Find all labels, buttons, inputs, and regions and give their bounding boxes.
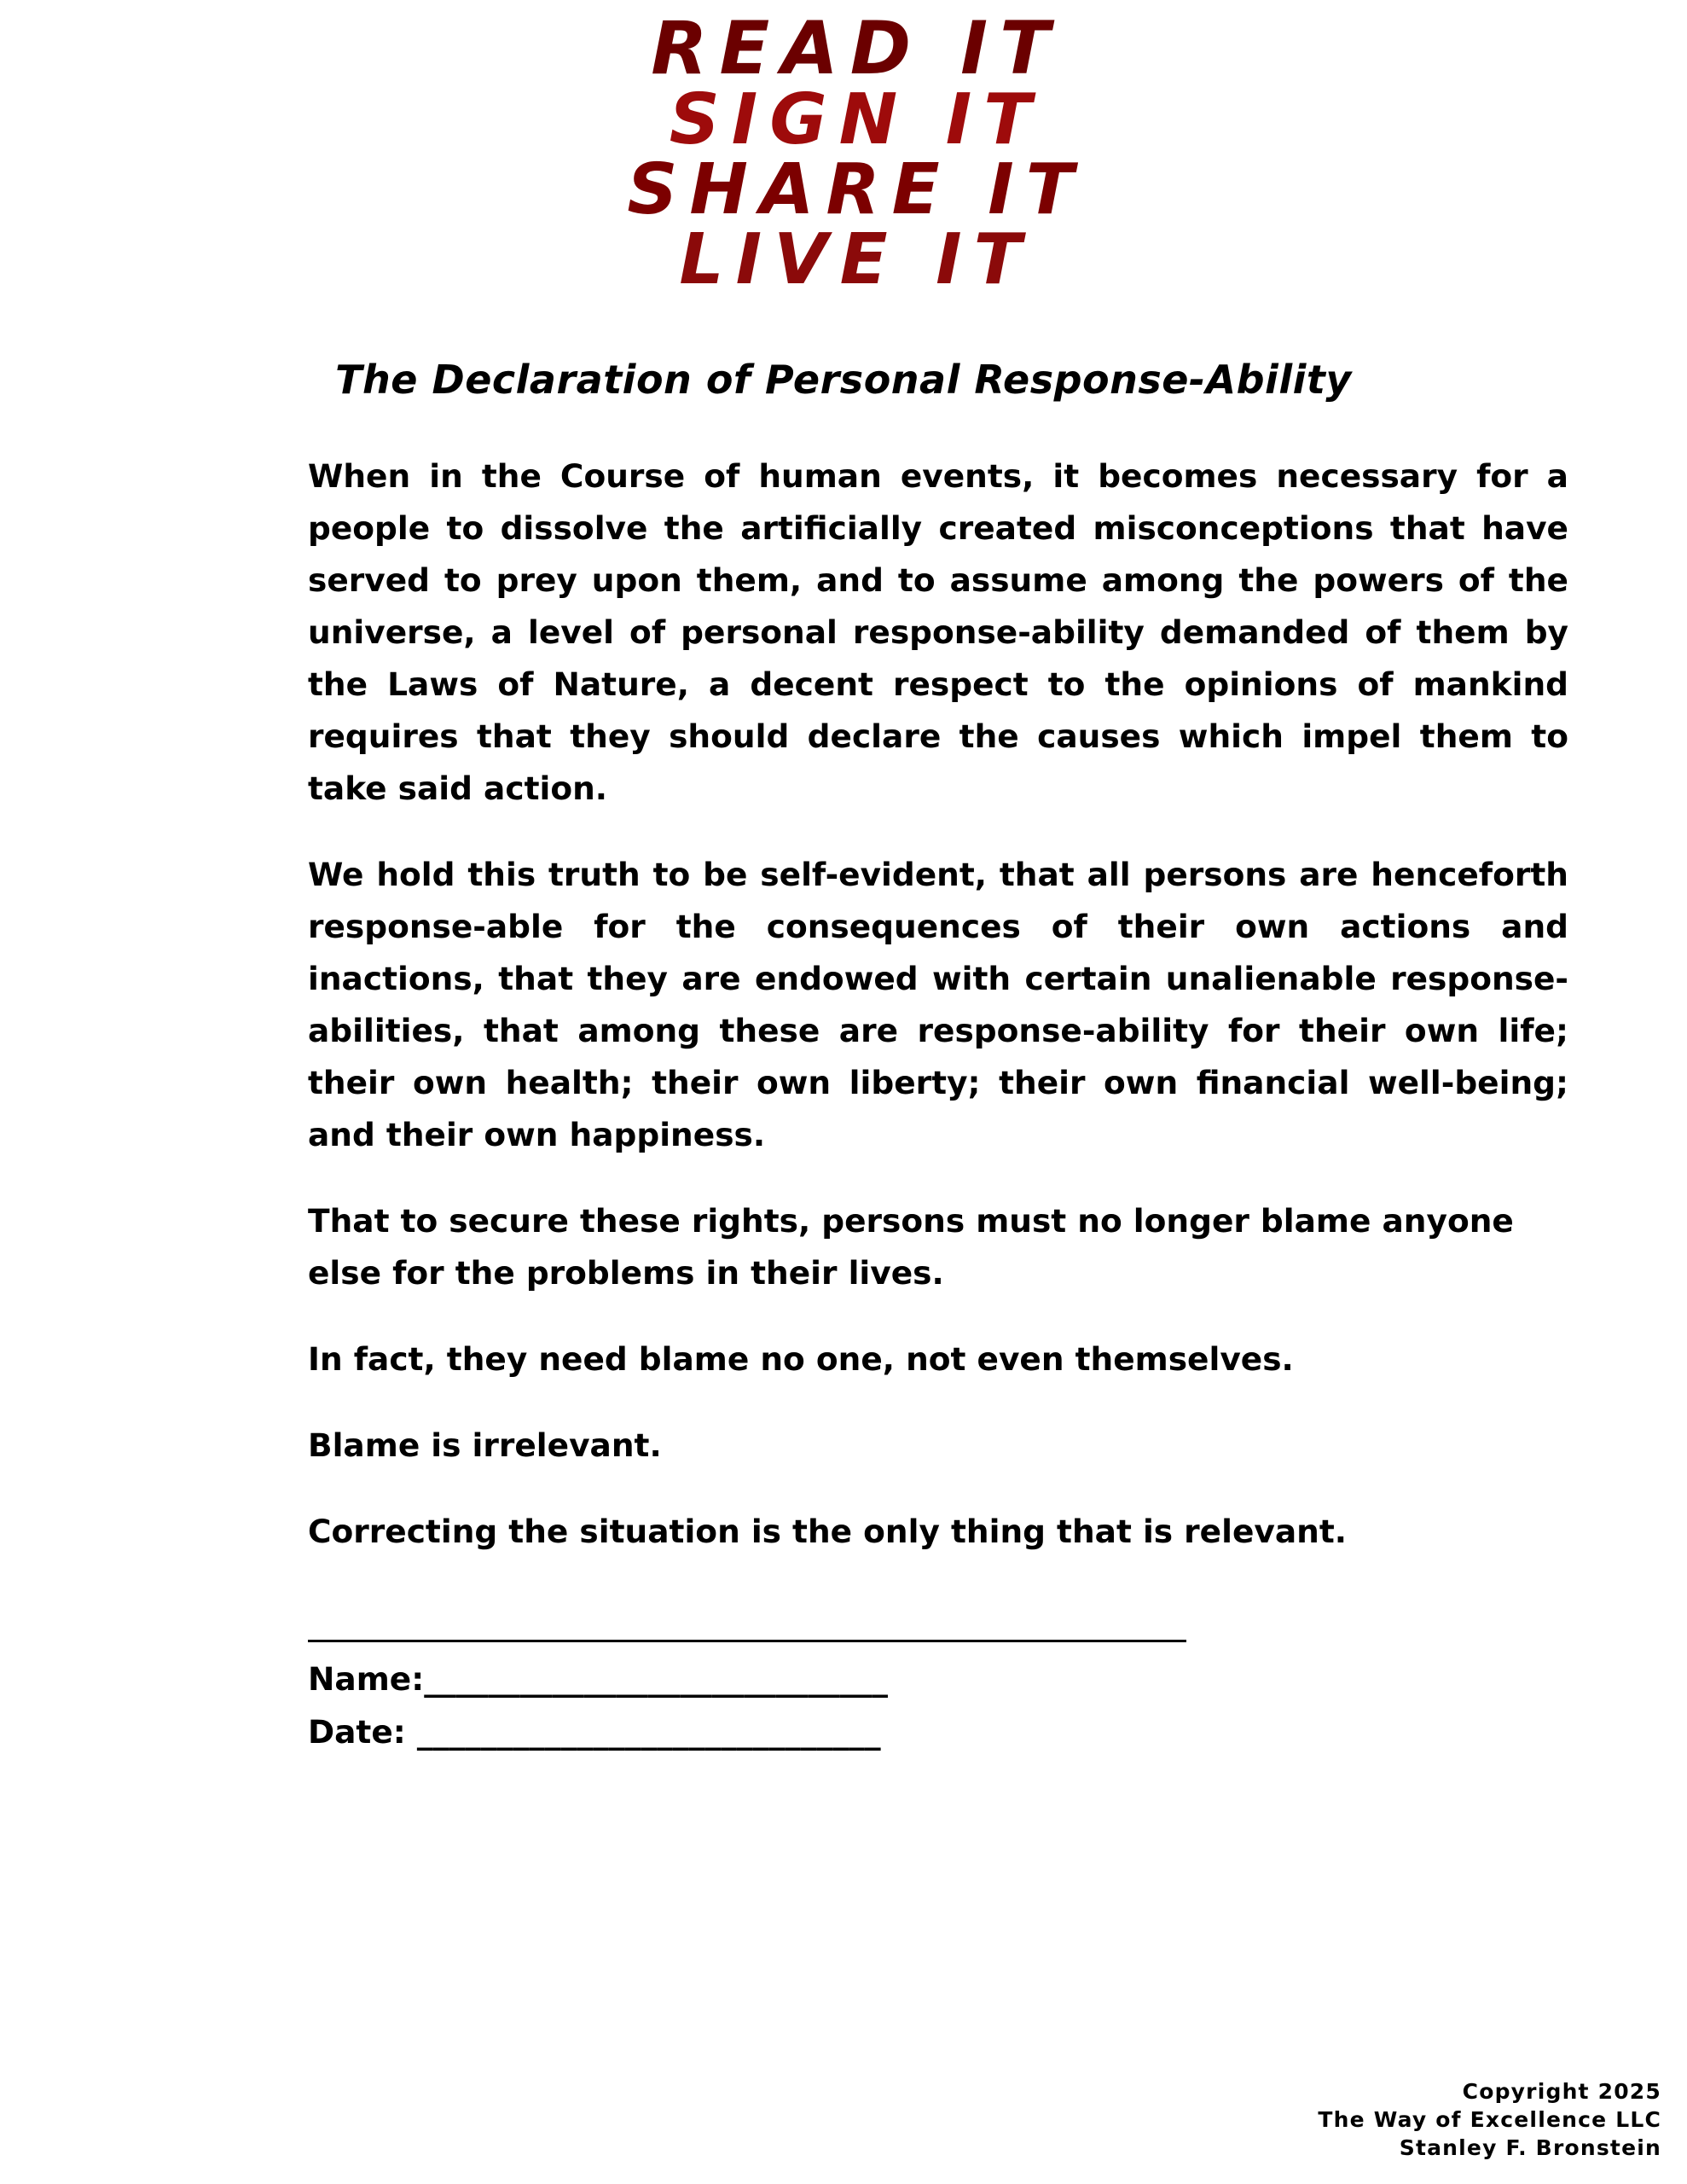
paragraph-6: Correcting the situation is the only thing that is relevant. [308, 1513, 1348, 1550]
signature-rule [308, 1640, 1186, 1642]
headline-line-live-it: LIVE IT [679, 219, 1034, 300]
paragraph-3: That to secure these rights, persons must no longer blame anyone else for the problems in their lives. [308, 1202, 1514, 1292]
footer-line-company: The Way of Excellence LLC [1318, 2107, 1661, 2132]
footer-line-copyright: Copyright 2025 [1462, 2079, 1661, 2104]
document-body [119, 450, 1568, 1758]
footer-copyright [1318, 2077, 1661, 2162]
paragraph-2: We hold this truth to be self-evident, that all persons are henceforth response-able for the consequences of their own actions and inactions, that they are endowed with certain unalienable response-abilities, that among these are response-ability for their own life; their own health; their own liberty; their own financial well-being; and their own happiness. [308, 856, 1568, 1153]
signature-block [308, 1640, 1568, 1758]
headline-line-sign-it: SIGN IT [669, 79, 1044, 160]
footer-line-author: Stanley F. Bronstein [1399, 2135, 1661, 2160]
headline-line-share-it: SHARE IT [627, 149, 1086, 230]
paragraph-4: In fact, they need blame no one, not even themselves. [308, 1340, 1294, 1378]
page-title: The Declaration of Personal Response-Ability [335, 357, 1352, 403]
date-field-line[interactable]: Date: _____________________________ [308, 1713, 881, 1751]
paragraph-1: When in the Course of human events, it becomes necessary for a people to dissolve the artificially created misconceptions that have served to prey upon them, and to assume among the powers of the universe, a level of personal response-ability demanded of them by the Laws of Nature, a decent respect to the opinions of mankind requires that they should declare the causes which impel them to take said action. [308, 457, 1568, 807]
headline-line-read-it: READ IT [651, 6, 1062, 91]
headline-block [0, 0, 1687, 300]
paragraph-5: Blame is irrelevant. [308, 1426, 662, 1464]
name-field-line[interactable]: Name:_____________________________ [308, 1660, 888, 1698]
